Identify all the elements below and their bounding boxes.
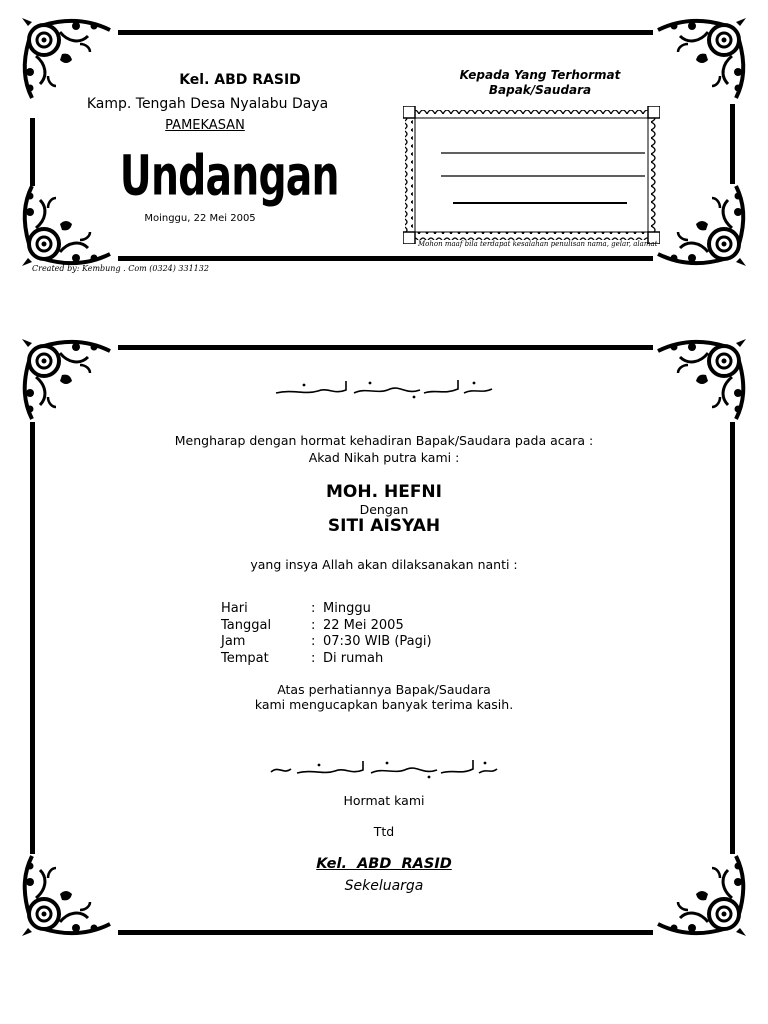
detail-separator: : bbox=[311, 634, 316, 649]
insya-line: yang insya Allah akan dilaksanakan nanti : bbox=[250, 557, 518, 572]
arabic-greeting-calligraphy bbox=[100, 377, 668, 399]
credit-line: Created by: Kembung . Com (0324) 331132 bbox=[32, 264, 209, 273]
detail-value: Minggu bbox=[323, 601, 371, 616]
arabic-closing-calligraphy bbox=[100, 757, 668, 779]
detail-separator: : bbox=[311, 601, 316, 616]
closing-line-2: kami mengucapkan banyak terima kasih. bbox=[254, 697, 514, 712]
family-sub: Sekeluarga bbox=[344, 878, 424, 894]
bride-name: SITI AISYAH bbox=[327, 516, 441, 536]
corner-ornament-icon bbox=[18, 14, 118, 102]
sender-address: Kamp. Tengah Desa Nyalabu Daya bbox=[86, 96, 329, 112]
conjunction: Dengan bbox=[359, 502, 409, 517]
signature-ttd: Ttd bbox=[373, 824, 395, 839]
detail-value: 22 Mei 2005 bbox=[323, 618, 404, 633]
card-date: Moinggu, 22 Mei 2005 bbox=[144, 213, 256, 224]
address-box-note: Mohon maaf bila terdapat kesalahan penulisan nama, gelar, alamat bbox=[418, 240, 658, 248]
detail-label: Tempat bbox=[221, 651, 269, 666]
corner-ornament-icon bbox=[650, 14, 750, 102]
detail-label: Tanggal bbox=[221, 618, 272, 633]
corner-ornament-icon bbox=[650, 182, 750, 270]
letter-border-bottom bbox=[118, 930, 653, 935]
card-border-top bbox=[118, 30, 653, 35]
sender-city: PAMEKASAN bbox=[165, 118, 245, 133]
card-border-bottom bbox=[118, 256, 653, 261]
addressee-line-1: Kepada Yang Terhormat bbox=[459, 68, 621, 82]
closing-line-1: Atas perhatiannya Bapak/Saudara bbox=[277, 682, 491, 697]
card-title: Undangan bbox=[119, 144, 339, 209]
detail-label: Jam bbox=[221, 634, 246, 649]
corner-ornament-icon bbox=[18, 182, 118, 270]
addressee-line-2: Bapak/Saudara bbox=[488, 83, 592, 97]
card-border-right bbox=[730, 104, 735, 184]
family-name: Kel. ABD RASID bbox=[316, 856, 452, 872]
detail-value: 07:30 WIB (Pagi) bbox=[323, 634, 432, 649]
intro-line-2: Akad Nikah putra kami : bbox=[308, 450, 460, 465]
regards: Hormat kami bbox=[343, 793, 425, 808]
letter-border-left bbox=[30, 422, 35, 854]
letter-border-right bbox=[730, 422, 735, 854]
card-border-left bbox=[30, 118, 35, 186]
detail-value: Di rumah bbox=[323, 651, 384, 666]
detail-separator: : bbox=[311, 651, 316, 666]
detail-separator: : bbox=[311, 618, 316, 633]
intro-line-1: Mengharap dengan hormat kehadiran Bapak/Saudara pada acara : bbox=[174, 433, 594, 448]
letter-border-top bbox=[118, 345, 653, 350]
address-box bbox=[403, 106, 660, 244]
groom-name: MOH. HEFNI bbox=[326, 482, 442, 502]
sender-name: Kel. ABD RASID bbox=[179, 72, 301, 88]
addressee-title bbox=[430, 68, 650, 98]
detail-label: Hari bbox=[221, 601, 248, 616]
